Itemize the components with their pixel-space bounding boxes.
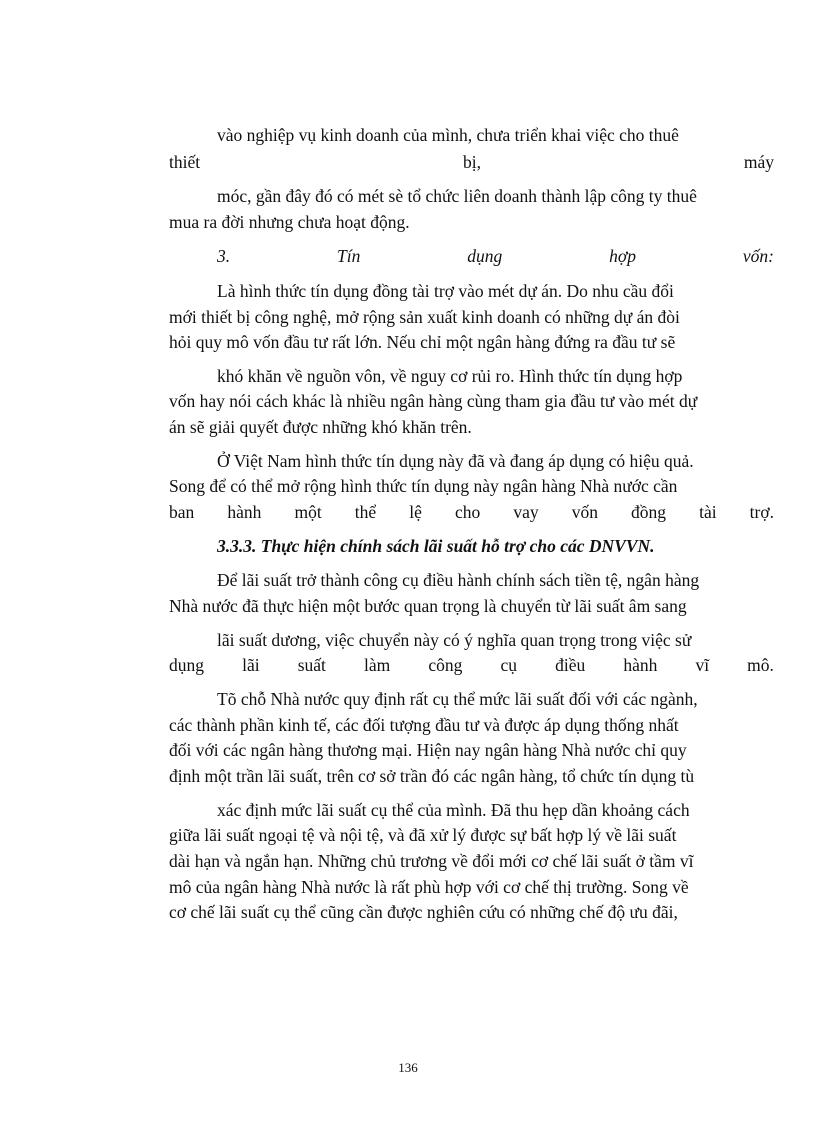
text-line: móc, gần đây đó có mét sè tổ chức liên doanh thành lập công ty thuê <box>217 186 697 206</box>
word: dụng <box>467 246 503 266</box>
word: mô. <box>747 655 774 675</box>
text-line: Để lãi suất trở thành công cụ điều hành chính sách tiền tệ, ngân hàng <box>217 570 700 590</box>
text-line: Ở Việt Nam hình thức tín dụng này đã và đang áp dụng có hiệu quả. <box>217 451 694 471</box>
word: làm <box>363 655 391 675</box>
word: hành <box>227 502 262 522</box>
section-heading <box>217 245 774 267</box>
text-line: Tõ chỗ Nhà nước quy định rất cụ thể mức lãi suất đối với các ngành, <box>217 689 698 709</box>
text-line: định một trần lãi suất, trên cơ sở trần đó các ngân hàng, tổ chức tín dụng tù <box>169 766 695 786</box>
text-line <box>169 654 774 676</box>
text-line: lãi suất dương, việc chuyển này có ý nghĩa quan trọng trong việc sử <box>217 630 692 650</box>
word: thiết <box>169 152 201 172</box>
text-line: vốn hay nói cách khác là nhiều ngân hàng cùng tham gia đầu tư vào mét dự <box>169 391 698 411</box>
text-line <box>169 151 774 173</box>
word: cho <box>454 502 481 522</box>
text-line: cơ chế lãi suất cụ thể cũng cần được nghiên cứu có những chế độ ưu đãi, <box>169 902 678 922</box>
word: lãi <box>242 655 260 675</box>
word: điều <box>555 655 586 675</box>
text-line: vào nghiệp vụ kinh doanh của mình, chưa triển khai việc cho thuê <box>217 125 679 145</box>
word: tài <box>699 502 717 522</box>
word: vay <box>513 502 539 522</box>
word: vốn: <box>742 246 774 266</box>
word: suất <box>297 655 326 675</box>
text-line: mô của ngân hàng Nhà nước là rất phù hợp với cơ chế thị trường. Song về <box>169 877 689 897</box>
text-line: hỏi quy mô vốn đầu tư rất lớn. Nếu chỉ một ngân hàng đứng ra đầu tư sẽ <box>169 332 676 352</box>
word: công <box>428 655 463 675</box>
text-line: đối với các ngân hàng thương mại. Hiện nay ngân hàng Nhà nước chỉ quy <box>169 740 687 760</box>
word: dụng <box>169 655 204 675</box>
word: lệ <box>409 502 422 522</box>
word: vốn <box>571 502 598 522</box>
text-line: mua ra đời nhưng chưa hoạt động. <box>169 212 410 232</box>
word: đồng <box>631 502 667 522</box>
subsection-heading: 3.3.3. Thực hiện chính sách lãi suất hỗ trợ cho các DNVVN. <box>217 536 655 556</box>
word: bị, <box>462 152 481 172</box>
word: thể <box>354 502 377 522</box>
word: máy <box>743 152 774 172</box>
text-line: giữa lãi suất ngoại tệ và nội tệ, và đã xử lý được sự bất hợp lý về lãi suất <box>169 825 677 845</box>
text-line: dài hạn và ngắn hạn. Những chủ trương về đổi mới cơ chế lãi suất ở tầm vĩ <box>169 851 694 871</box>
text-line: án sẽ giải quyết được những khó khăn trên. <box>169 417 472 437</box>
page-number: 136 <box>398 1060 418 1075</box>
text-line: Nhà nước đã thực hiện một bước quan trọng là chuyển từ lãi suất âm sang <box>169 596 687 616</box>
text-line: Là hình thức tín dụng đồng tài trợ vào mét dự án. Do nhu cầu đổi <box>217 281 674 301</box>
text-line: các thành phần kinh tế, các đối tượng đầu tư và được áp dụng thống nhất <box>169 715 679 735</box>
text-line: xác định mức lãi suất cụ thể của mình. Đã thu hẹp dần khoảng cách <box>217 800 690 820</box>
text-line <box>169 501 774 523</box>
word: ban <box>169 502 195 522</box>
word: một <box>294 502 322 522</box>
word: trợ. <box>749 502 774 522</box>
word: Tín <box>337 246 361 266</box>
text-line: khó khăn về nguồn vôn, về nguy cơ rủi ro. Hình thức tín dụng hợp <box>217 366 683 386</box>
word: hành <box>623 655 658 675</box>
text-line: mới thiết bị công nghệ, mở rộng sản xuất kinh doanh có những dự án đòi <box>169 307 680 327</box>
word: vĩ <box>695 655 710 675</box>
text-line: Song để có thể mở rộng hình thức tín dụng này ngân hàng Nhà nước cần <box>169 476 678 496</box>
word: cụ <box>500 655 517 675</box>
word: hợp <box>609 246 636 266</box>
word: 3. <box>217 246 231 266</box>
